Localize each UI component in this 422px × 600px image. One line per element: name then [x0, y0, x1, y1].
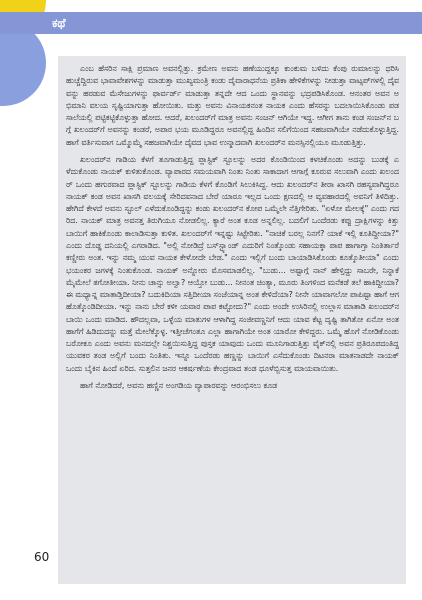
- page-number: 60: [34, 550, 50, 564]
- paragraph: ಹಾಗೆ ನೋಡಿದರೆ, ಅವನು ಹಣ್ಣಿನ ಅಂಗಡಿಯ ವ್ಯಾಪಾರವನ್ನು ಆರಂಭಿಸಲು ಕೂಡ: [80, 381, 278, 391]
- paragraph: ಎಂಬ ಹೆಸರಿನ ಸಾಕ್ಷಿ ಪ್ರಮಾಣ ಅವನಲ್ಲಿತ್ತು. ಕ್ರಮೇಣ ಅವನು ಹಣೆಯುದ್ದಕ್ಕೂ ಕುಂಕುಮ ಬಳಿದು ಕೆಂಪು ರುಮಾಲನ್ನು ಧರಿಸಿ ಹುಚ್ಚೆದ್ದಿರುವ ಭಾವಾವೇಶಗಳನ್ನು ಮಾಡುತ್ತಾ ಮುಖ್ಯಮಂತ್ರಿ ಕಂಡು ದೈವಾರಾಧನೆಯ ಪ್ರತಿಕಾ ಹೇಳಿಕೆಗಳನ್ನು ನೀಡುತ್ತಾ ವಾಟ್ಸಪ್‌ಗಳಲ್ಲಿ ದೈವವನ್ನು ಹರಡುವ ಮೆಸೇಜುಗಳನ್ನು ಫಾರ್ವರ್ಡ್ ಮಾಡುತ್ತಾ ತನ್ನದೇ ಆದ ಒಂದು ಸ್ಥಾನವನ್ನು ಭದ್ರಪಡಿಸಿಕೊಂಡ. ಆನಂತರ ಅವನ ಅಭಿಮಾನಿ ವಲಯ ಸೃಷ್ಟಿಯಾಗುತ್ತಾ ಹೋಯಿತು. ಮತ್ತು ಅವನು ವಿನಾಯಕನಂತ ನಾಯಕ ಎಂದು ಹೆಸರನ್ನು ಬದಲಾಯಿಸಿಕೊಂಡು ಪಡಸಾಲೆಯಲ್ಲಿ ಪಟ್ಟಿಕಟ್ಟಿಕೊಳ್ಳುತ್ತಾ ಹೋದ. ಆದರೆ, ಖಲಂದರ್‌ಗೆ ಮಾತ್ರ ಅವನು ಸಂಜನ್ ಆಗಿಯೇ ಇದ್ದ. ಆಗೀಗ ತಾನು ಕಂಡ ಸಂಜನ್‌ನ ಬಗ್ಗೆ ಖಲಂದರ್‌ಗೆ ಅವನನ್ನು ಕಂಡರೆ, ಅಪಾರ ಭಯ ಮೂಡಿದ್ದರೂ ಅವನಲ್ಲಿದ್ದ ಹಿಂದಿನ ಸಲಿಗೆಯಿಂದ ಸಹಜವಾಗಿಯೇ ನಡೆದುಕೊಳ್ಳುತ್ತಿದ್ದ. ಹಾಗೆ ವರ್ತಿಸುವಾಗ ಒಮ್ಮೊಮ್ಮೆ ಸಹಜವಾಗಿಯೇ ದೈವದ ಭಾವ ಉನ್ಮಾದವಾಗಿ ಖಲಂದರ್‌ನ ಮನಸ್ಸಿನಲ್ಲಿಯೂ ಮೂಡುತ್ತಿತ್ತು.: [66, 64, 399, 147]
- paragraph: ಖಲಂದರ್‌ನ ಗಾಡಿಯ ಕೆಳಗೆ ತೂಗಾಡುತ್ತಿದ್ದ ಪ್ಲಾಸ್ಟಿಕ್ ಸ್ಟೂಲನ್ನು ಅದರ ಕೊಂಡಿಯಿಂದ ಕಳಚಿಕೊಂಡು ಅದನ್ನು ಬುಡಕ್ಕೆ ಎಳೆದುಕೊಂಡು ನಾಯಕ್ ಕುಳಿತುಕೊಂಡ. ವ್ಯಾಪಾರದ ಸಮಯವಾಗಿ ನಿಂತು ನಿಂತು ಸಾಕಾದಾಗ ಆಗಾಗ್ಗೆ ಕೂರುವ ಸಲುವಾಗಿ ಎಂದು ಖಲಂದರ್ ಒಂದು ಹಗುರವಾದ ಪ್ಲಾಸ್ಟಿಕ್ ಸ್ಟೂಲನ್ನು ಗಾಡಿಯ ಕೆಳಗೆ ಕೊಂಡಿಗೆ ಸಿಲುಕಿಸಿದ್ದ. ಆದು ಖಲಂದರ್‌ನ ತೀರಾ ಖಾಸಗಿ ರಹಸ್ಯವಾಗಿದ್ದರೂ ನಾಯಕ್‌ ಕಂಡ ಅವನ ಖಾಸಗಿ ವಲಯಕ್ಕೆ ಸೇರಿದವನಾದ ಬೇರೆ ಯಾರೂ ಇಲ್ಲದ ಒಂದು ಕ್ಷಣದಲ್ಲಿ ಆ ವ್ಯವಹಾರದಲ್ಲಿ ಅವನಿಗೆ ತಿಳಿದಿತ್ತು. ಹೇಗಿದೆ ಕೇಳದೆ ಅವನು ಸ್ಟೂಲ್ ಎಳೆದುಕೊಂಡಿದ್ದನ್ನು ಕಂಡು ಖಲಂದರ್‌ನ ಕೋಪ ಒಮ್ಮೆಲೇ ನೆತ್ತಿಗೇರಿತು. "ಏಳೋ ಮೇಲಕ್ಕೆ" ಎಂದು ಗದರಿದ. ನಾಯಕ್ ಮಾತ್ರ ಅವನತ್ತ ತಿರುಗಿಯೂ ನೋಡಲಿಲ್ಲ. ಕ್ಯಾರೆ ಅಂತ ಕೂಡ ಅನ್ನಲಿಲ್ಲ. ಬದಲಿಗೆ ಒಂದೆರಡು ಕಪ್ಪು ದ್ರಾಕ್ಷಿಗಳನ್ನು ಕಿತ್ತು ಬಾಯಿಗೆ ಹಾಕಿಕೊಂಡು ಕಾಲಾಡಿಸುತ್ತಾ ಕುಳಿತ. ಖಲಂದರ್‌ಗೆ ಇನ್ನಷ್ಟು ಸಿಟ್ಟೇರಿತು. "ನಾಚಿಕೆ ಬರಲ್ಲ ನಿನಗೆ? ಯಾಕೆ ಇಲ್ಲಿ ಕೂತಿದ್ದೀಯಾ?" ಎಂದು ದೊಡ್ಡ ದನಿಯಲ್ಲಿ ಎಗರಾಡಿದ. "ಅಲ್ಲಿ ನೋಡಿದ್ರೆ ಬಸ್‌ಸ್ಟ್ಯಾಂಡ್ ಎದುರಿಗೆ ನಿಂತ್ಕೊಂಡು ಸಹಾಯಕ್ಕಾ ಪಾಪ ಹಾಗಾಗ್ತಾ ನಿಂತಿರ್ತಾರೆ ಕಣ್ಣೀರು ಅಂತ. ಇನ್ನು ನಮ್ಮ ಯುವ ನಾಯಕ ಕೇಳೋದೇ ಬೇಡ." ಎಂದು ಇಲ್ಲಿಗೆ ಬಂದು ಬಾಯಾಡಿಸಿಕೊಂಡು ಕೂತ್ಕೊತೀಯಾ" ಎಂದು ಭಯಂಕರ ಜಗಳಕ್ಕೆ ನಿಂತುಕೊಂಡ. ನಾಯಕ್ ಅನ್ನೋರು ಮೊಸಮಾಡಲಿಲ್ಲ. "ಬುಡು... ಅಷ್ಟಾಗ್ಗೆ ನಾನ್ ಹೇಳ್ತಿದ್ದು ಸಾಬರೇ, ನಿನ್ನಾಕೆ ಮೈಮೇಲೆ ತಗೋತೀಯಾ. ನೀನು ಚಾನ್ಸು ಅಲ್ವಾ? ಆಯ್ತೋ ಬುಡು... ನೀನಂತ ಚಿಂತ್ಯಾ, ಮೂರು ತಿಂಗಳಿಂದ ಮನೆಕಡೆ ತಲೆ ಹಾಕಿದ್ದೀಯಾ? ಈ ಮಧ್ಯಾನ್ನ ಮಾತಾಡ್ತಿದೀಯಾ? ಬದುಕಿದಿಯಾ ಸತ್ತಿದೀಯಾ ಸಂಜೆಯಾನ್ನ ಅಂತ ಕೇಳಿದೆಯಾ? ನೀನೇ ಯಾವಾಗಲೋ ಪಾಪಿಷ್ಟಾ ಹಾಗೆ ಆಗ ಹೊತ್ಕೊಂಡಿದೀಯಾ. ಇನ್ನು ನಾನು ಬೇರೆ ಕಳೀ ಯವಾರ ಪಾಪ ಕಟ್ಟೋದು?" ಎಂದು ಅಂದೇ ಉಸಿರಿನಲ್ಲಿ ಉಲ್ಲಾಸ ಮಾತಾಡಿ ಖಲಂದರ್‌ನ ಬಾಯಿ ಒಂದು ಮಾಡಿದ. ಹೌದಲ್ಲವಾ, ಒಳ್ಳೆಯ ಮಾತುಗಳ ಆಳಾಗಿದ್ದ ಸಂಜೀವಣ್ಣನಿಗೆ ಆದು ಯಾವ ಕೆಟ್ಟ ದೃಷ್ಟಿ ತಾಗಿತೋ ಏನೋ ಅಂತ ಹಾಗೆಗೆ ಹಿಡಿದುದನ್ನು ಮತ್ತೆ ಮೇಲೆಕ್ಕೊಳ್ಳ. ಇತ್ತೀಚೆಗಂತೂ ಎಲ್ಲಾ ಹಾಗಾಗಿಯೇ ಅಂತ ಯಾರೋ ಕೇಳಿದ್ದರು. ಒಮ್ಮೆ ಹೊಗೆ ನೋಡಿಕೊಂಡು ಬರೋಕೂ ಎಂದು ಅವನು ಮನದಲ್ಲೇ ನಿಶ್ಚಯಿಸುತ್ತಿದ್ದ ಪುಸ್ತಕ ಯಾವುದು ಒಂದು ಮೂನಿಗಾಡುತ್ತಿತ್ತು ವೈಕ್‌ನಲ್ಲಿ ಅವನ ಪ್ರತಿರೂಪದಂತಿದ್ದ ಯುವಕರ ತಂಡ ಅಲ್ಲಿಗೆ ಬಂದು ನಿಂತಿತು. ಇನ್ನೂ ಒಂದೆರಡು ಹಣ್ಣನ್ನು ಬಾಯಿಗೆ ಎಸೆದುಕೊಂಡು ದಿಟನರಾ ಮಾತನಾಡದೇ ನಾಯಕ್ ಒಂದು ಬೈಕಿನ ಹಿಂದೆ ಏರಿದ. ಸುತ್ತಲಿನ ಜನರ ಆಕರ್ಷಣೆಯ ಕೇಂದ್ರವಾದ ತಂಡ ಧೂಳೆಬ್ಬಿಸುತ್ತ ಮಾಯವಾಯಿತು.: [66, 154, 399, 373]
- section-title: ಕಥೆ: [52, 16, 66, 30]
- story-body: [66, 63, 399, 392]
